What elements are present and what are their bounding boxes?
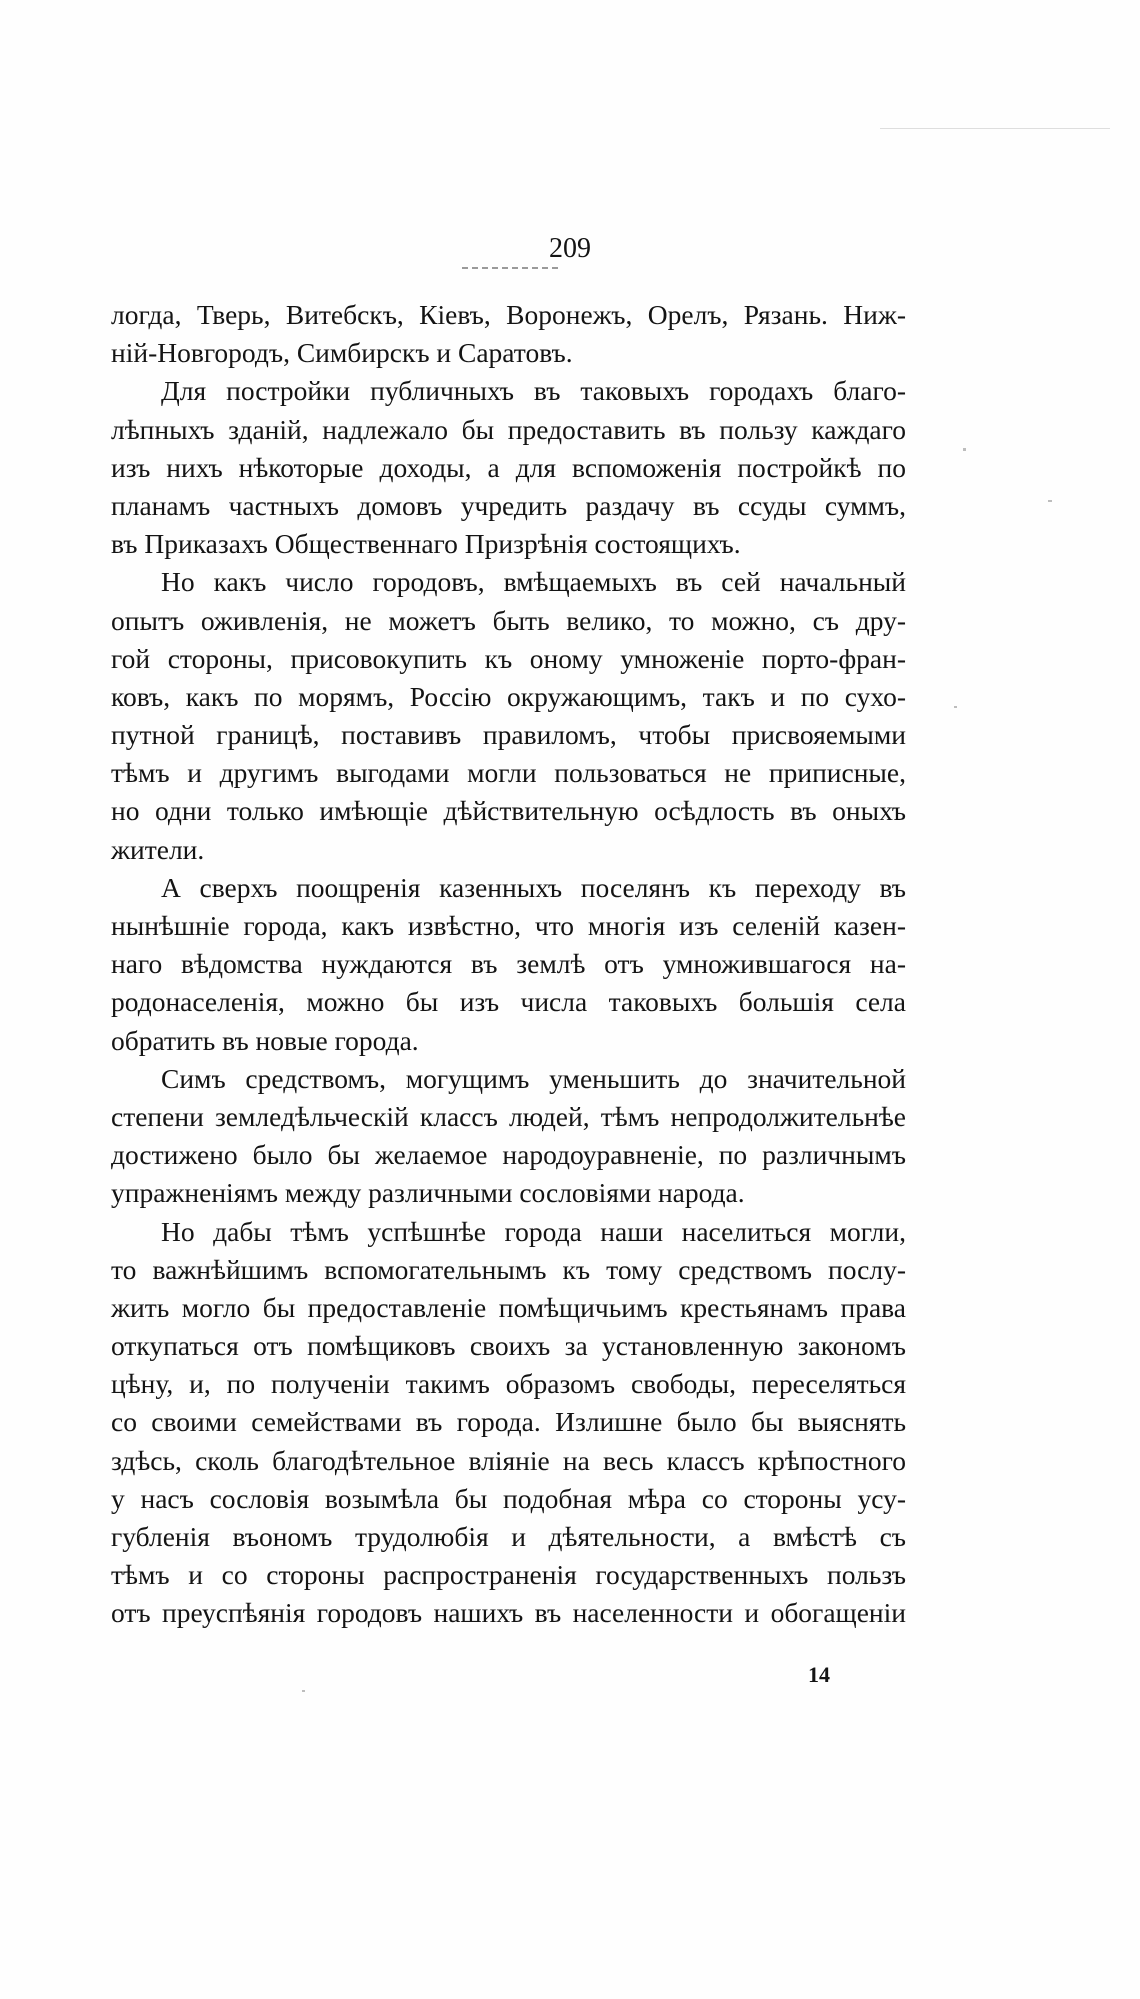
text-line: Симъ средствомъ, могущимъ уменьшить до значительной — [161, 1062, 906, 1094]
scan-speck — [954, 706, 957, 708]
text-line: въ Приказахъ Общественнаго Призрѣнiя состоящихъ. — [111, 528, 741, 560]
text-line: то важнѣйшимъ вспомогательнымъ къ тому средствомъ послу- — [111, 1253, 906, 1285]
text-line: нынѣшнiе города, какъ извѣстно, что многiя изъ селенiй казен- — [111, 910, 906, 941]
text-line: нiй-Новгородъ, Симбирскъ и Саратовъ. — [111, 337, 573, 369]
text-line: со своими семействами въ города. Излишне было бы выяснять — [111, 1406, 906, 1438]
text-line: Но дабы тѣмъ успѣшнѣе города наши населиться могли, — [161, 1215, 906, 1247]
text-line: тѣмъ и другимъ выгодами могли пользоваться не приписные, — [111, 757, 906, 789]
signature-mark: 14 — [808, 1662, 830, 1687]
text-line: гой стороны, присовокупить къ оному умноженiе порто-фран- — [111, 642, 906, 674]
text-line: изъ нихъ нѣкоторые доходы, а для вспоможенiя постройкѣ по — [111, 451, 906, 483]
page-number: 209 — [549, 233, 591, 264]
text-line: тѣмъ и со стороны распространенiя государственныхъ пользъ — [111, 1559, 906, 1591]
page-number-rule — [462, 267, 558, 269]
text-line: логда, Тверь, Витебскъ, Кiевъ, Воронежъ, Орелъ, Рязань. Ниж- — [111, 299, 906, 330]
text-line: обратить въ новые города. — [111, 1024, 419, 1056]
text-line: здѣсь, сколь благодѣтельное влiянiе на весь классъ крѣпостного — [111, 1444, 906, 1476]
text-line: жители. — [111, 833, 205, 865]
text-line: откупаться отъ помѣщиковъ своихъ за установленную закономъ — [111, 1330, 906, 1362]
text-line: упражненiямъ между различными сословiями народа. — [111, 1177, 745, 1209]
scan-edge-line — [880, 128, 1110, 129]
paragraph — [111, 1213, 906, 1633]
text-line: достижено было бы желаемое народоуравненiе, по различнымъ — [111, 1139, 906, 1171]
text-line: губленiя въономъ трудолюбiя и дѣятельности, а вмѣстѣ съ — [111, 1521, 906, 1552]
text-line: у насъ сословiя возымѣла бы подобная мѣра со стороны усу- — [111, 1482, 906, 1514]
paragraph — [111, 372, 906, 563]
text-line: Для постройки публичныхъ въ таковыхъ городахъ благо- — [161, 375, 906, 407]
text-line: цѣну, и, по полученiи такимъ образомъ свободы, переселяться — [111, 1368, 906, 1400]
text-line: ковъ, какъ по морямъ, Россiю окружающимъ, такъ и по сухо- — [111, 680, 906, 712]
text-line: опытъ оживленiя, не можетъ быть велико, то можно, съ дру- — [111, 604, 906, 636]
text-line: родонаселенiя, можно бы изъ числа таковыхъ большiя села — [111, 986, 906, 1018]
text-line: Но какъ число городовъ, вмѣщаемыхъ въ сей начальный — [161, 566, 906, 598]
paragraph — [111, 296, 906, 372]
text-line: жить могло бы предоставленiе помѣщичьимъ крестьянамъ права — [111, 1291, 906, 1323]
text-line: А сверхъ поощренiя казенныхъ поселянъ къ переходу въ — [161, 871, 906, 903]
scan-speck — [963, 448, 966, 451]
scan-speck — [1048, 500, 1052, 502]
text-line: отъ преуспѣянiя городовъ нашихъ въ населенности и обогащенiи — [111, 1597, 906, 1629]
text-line: путной границѣ, поставивъ правиломъ, чтобы присвояемыми — [111, 719, 906, 751]
paragraph — [111, 563, 906, 869]
paragraph — [111, 1060, 906, 1213]
text-line: лѣпныхъ зданiй, надлежало бы предоставить въ пользу каждаго — [111, 413, 906, 445]
text-line: наго вѣдомства нуждаются въ землѣ отъ умножившагося на- — [111, 948, 906, 980]
text-line: степени земледѣльческiй классъ людей, тѣмъ непродолжительнѣе — [111, 1100, 906, 1132]
paragraph — [111, 869, 906, 1060]
text-line: но одни только имѣющiе дѣйствительную осѣдлость въ оныхъ — [111, 795, 906, 827]
scan-speck — [302, 1690, 305, 1692]
text-line: планамъ частныхъ домовъ учредить раздачу въ ссуды суммъ, — [111, 489, 906, 521]
body-text — [111, 296, 906, 1633]
